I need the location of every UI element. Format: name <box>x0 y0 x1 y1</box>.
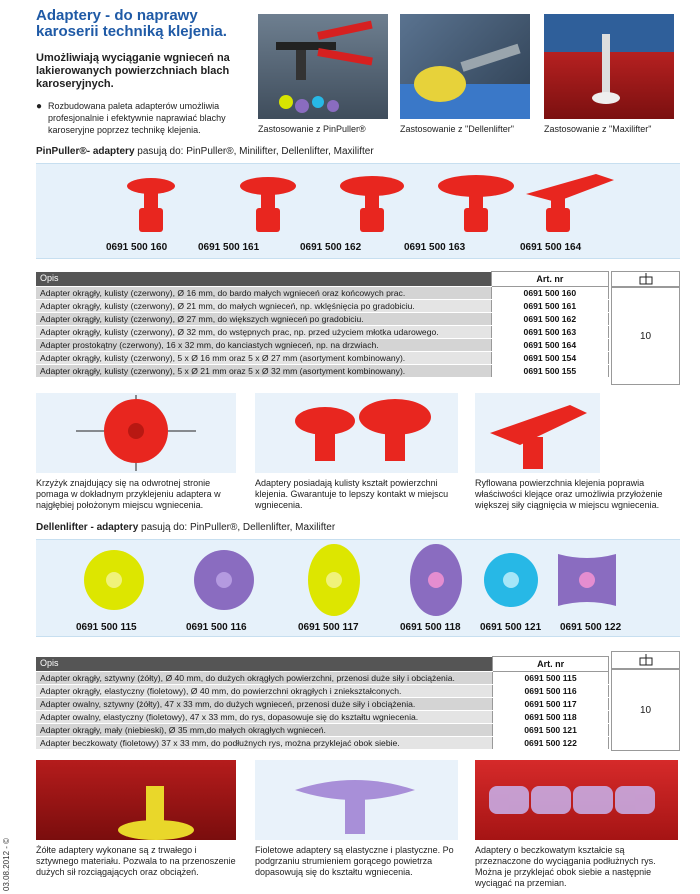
caption-maxilifter: Zastosowanie z "Maxilifter" <box>544 124 652 134</box>
row-art: 0691 500 118 <box>493 711 609 724</box>
row-art: 0691 500 154 <box>491 352 608 365</box>
table-row <box>36 365 609 378</box>
row-desc: Adapter okrągły, kulisty (czerwony), Ø 21 mm, do małych wgnieceń, np. wklęśnięcia po gradobiciu. <box>36 300 491 313</box>
row-desc: Adapter okrągły, kulisty (czerwony), Ø 16 mm, do bardo małych wgnieceń oraz końcowych prac. <box>36 287 491 300</box>
spherical-adapters-illustration <box>255 393 458 473</box>
yellow-adapter-on-car-illustration <box>36 760 236 840</box>
card-text-grooved: Ryflowana powierzchnia klejenia poprawia właściwości klejące oraz umożliwia przyłożenie większej siły ciągnięcia w miejscu wgniecenia. <box>475 478 663 510</box>
page-title: Adaptery - do naprawy karoserii techniką klejenia. <box>36 7 227 40</box>
row-desc: Adapter okrągły, kulisty (czerwony), Ø 27 mm, do większych wgnieceń po gradobiciu. <box>36 313 491 326</box>
qty-value: 10 <box>611 287 680 385</box>
photo-dellenlifter <box>400 14 530 119</box>
row-art: 0691 500 163 <box>491 326 608 339</box>
table-row <box>36 724 609 737</box>
dellenlifter-heading-rest: pasują do: PinPuller®, Dellenlifter, Maxilifter <box>141 522 336 533</box>
table-header-row <box>36 272 609 287</box>
lead-text: Umożliwiają wyciąganie wgnieceń na lakierowanych powierzchniach blach karoseryjnych. <box>36 52 230 90</box>
caption-dellenlifter: Zastosowanie z "Dellenlifter" <box>400 124 514 134</box>
caption-pinpuller: Zastosowanie z PinPuller® <box>258 124 366 134</box>
bullet-text: Rozbudowana paleta adapterów umożliwia profesjonalnie i efektywnie naprawiać blachy karoseryjne poprzez technikę klejenia. <box>48 101 226 135</box>
row-desc: Adapter okrągły, kulisty (czerwony), Ø 32 mm, do wstępnych prac, np. przed użyciem młotka udarowego. <box>36 326 491 339</box>
row-desc: Adapter owalny, elastyczny (fioletowy), 47 x 33 mm, do rys, dopasowuje się do kształtu wgniecenia. <box>36 711 493 724</box>
pinpuller-heading-rest: pasują do: PinPuller®, Minilifter, Dellenlifter, Maxilifter <box>137 146 374 157</box>
row-desc: Adapter okrągły, mały (niebieski), Ø 35 mm,do małych okrągłych wgnieceń. <box>36 724 493 737</box>
qty-header <box>611 651 680 669</box>
pinpuller-heading <box>36 146 676 158</box>
row-art: 0691 500 121 <box>493 724 609 737</box>
col-art-nr: Art. nr <box>491 272 608 287</box>
dellenlifter-code: 0691 500 116 <box>186 622 247 633</box>
cross-adapter-illustration <box>36 393 236 473</box>
col-art-nr: Art. nr <box>493 657 609 672</box>
row-desc: Adapter okrągły, kulisty (czerwony), 5 x Ø 21 mm oraz 5 x Ø 32 mm (asortyment kombinowany). <box>36 365 491 378</box>
table-row <box>36 737 609 750</box>
table-row <box>36 698 609 711</box>
row-desc: Adapter owalny, sztywny (żółty), 47 x 33 mm, do dużych wgnieceń, przenosi duże siły i obciążenia. <box>36 698 493 711</box>
photo-maxilifter <box>544 14 674 119</box>
pinpuller-code: 0691 500 161 <box>198 242 260 253</box>
table-row <box>36 287 609 300</box>
table-row <box>36 685 609 698</box>
pinpuller-code: 0691 500 163 <box>404 242 466 253</box>
dellenlifter-code: 0691 500 117 <box>298 622 359 633</box>
dellenlifter-code: 0691 500 115 <box>76 622 137 633</box>
table-row <box>36 339 609 352</box>
table-row <box>36 326 609 339</box>
package-quantity-icon <box>639 273 653 285</box>
pinpuller-products-band <box>36 163 680 259</box>
table-row <box>36 313 609 326</box>
card-photo-yellow <box>36 760 236 840</box>
pinpuller-table <box>36 271 609 378</box>
qty-value: 10 <box>611 669 680 751</box>
violet-adapter-illustration <box>255 760 458 840</box>
row-desc: Adapter okrągły, sztywny (żółty), Ø 40 mm, do dużych okrągłych powierzchni, przenosi duże siły i obciążenia. <box>36 672 493 685</box>
dellenlifter-products-band <box>36 539 680 637</box>
row-art: 0691 500 164 <box>491 339 608 352</box>
dellenlifter-adapters-illustration <box>36 540 680 620</box>
col-opis: Opis <box>36 272 491 287</box>
card-photo-cross <box>36 393 236 473</box>
card-text-barrel: Adaptery o beczkowatym kształcie są przeznaczone do wyciągania podłużnych rys. Można je przyklejać obok siebie a następnie wyciągać na przemian. <box>475 845 656 888</box>
row-art: 0691 500 115 <box>493 672 609 685</box>
sidebar-date-text: 03.08.2012 - © <box>2 837 12 892</box>
row-desc: Adapter prostokątny (czerwony), 16 x 32 mm, do kanciastych wgnieceń, np. na drzwiach. <box>36 339 491 352</box>
card-text-cross: Krzyżyk znajdujący się na odwrotnej stronie pomaga w dokładnym przyklejeniu adaptera w najgłębiej położonym miejscu wgniecenia. <box>36 478 221 510</box>
pinpuller-heading-bold: PinPuller®- adaptery <box>36 146 135 157</box>
bullet-point <box>36 100 241 136</box>
card-photo-grooved <box>475 393 600 473</box>
dellenlifter-code: 0691 500 121 <box>480 622 542 633</box>
row-art: 0691 500 116 <box>493 685 609 698</box>
barrel-adapters-illustration <box>475 760 678 840</box>
pinpuller-code: 0691 500 162 <box>300 242 362 253</box>
row-desc: Adapter okrągły, elastyczny (fioletowy), Ø 40 mm, do powierzchni okrągłych i zniekształconych. <box>36 685 493 698</box>
maxilifter-illustration <box>544 14 674 119</box>
pinpuller-adapters-illustration <box>36 164 680 244</box>
bullet-icon: ● <box>36 101 43 112</box>
dellenlifter-code: 0691 500 118 <box>400 622 461 633</box>
card-photo-barrel <box>475 760 678 840</box>
row-art: 0691 500 161 <box>491 300 608 313</box>
card-photo-violet <box>255 760 458 840</box>
row-art: 0691 500 160 <box>491 287 608 300</box>
row-desc: Adapter okrągły, kulisty (czerwony), 5 x Ø 16 mm oraz 5 x Ø 27 mm (asortyment kombinowany). <box>36 352 491 365</box>
col-opis: Opis <box>36 657 493 672</box>
photo-pinpuller <box>258 14 388 119</box>
table-row <box>36 352 609 365</box>
package-quantity-icon <box>639 654 653 666</box>
table-row <box>36 711 609 724</box>
table-row <box>36 300 609 313</box>
row-art: 0691 500 162 <box>491 313 608 326</box>
row-desc: Adapter beczkowaty (fioletowy) 37 x 33 mm, do podłużnych rys, można przyklejać obok siebie. <box>36 737 493 750</box>
card-photo-spherical <box>255 393 458 473</box>
dellenlifter-heading <box>36 522 676 534</box>
row-art: 0691 500 117 <box>493 698 609 711</box>
card-text-spherical: Adaptery posiadają kulisty kształt powierzchni klejenia. Gwarantuje to lepszy kontakt w miejscu wgniecenia. <box>255 478 449 510</box>
card-text-violet: Fioletowe adaptery są elastyczne i plastyczne. Po podgrzaniu strumieniem gorącego powietrza dopasowują się do kształtu wgniecenia. <box>255 845 454 877</box>
pinpuller-code: 0691 500 164 <box>520 242 582 253</box>
card-text-yellow: Żółte adaptery wykonane są z trwałego i sztywnego materiału. Pozwala to na przenoszenie dużych sił rozciągających oraz obciążeń. <box>36 845 236 877</box>
dellenlifter-illustration <box>400 14 530 119</box>
grooved-adapter-illustration <box>475 393 600 473</box>
row-art: 0691 500 155 <box>491 365 608 378</box>
pinpuller-code: 0691 500 160 <box>106 242 168 253</box>
sidebar-date <box>0 830 14 894</box>
dellenlifter-code: 0691 500 122 <box>560 622 622 633</box>
table-row <box>36 672 609 685</box>
dellenlifter-heading-bold: Dellenlifter - adaptery <box>36 522 139 533</box>
table-header-row <box>36 657 609 672</box>
dellenlifter-table <box>36 656 609 750</box>
row-art: 0691 500 122 <box>493 737 609 750</box>
pinpuller-tool-illustration <box>258 14 388 119</box>
qty-header <box>611 271 680 287</box>
